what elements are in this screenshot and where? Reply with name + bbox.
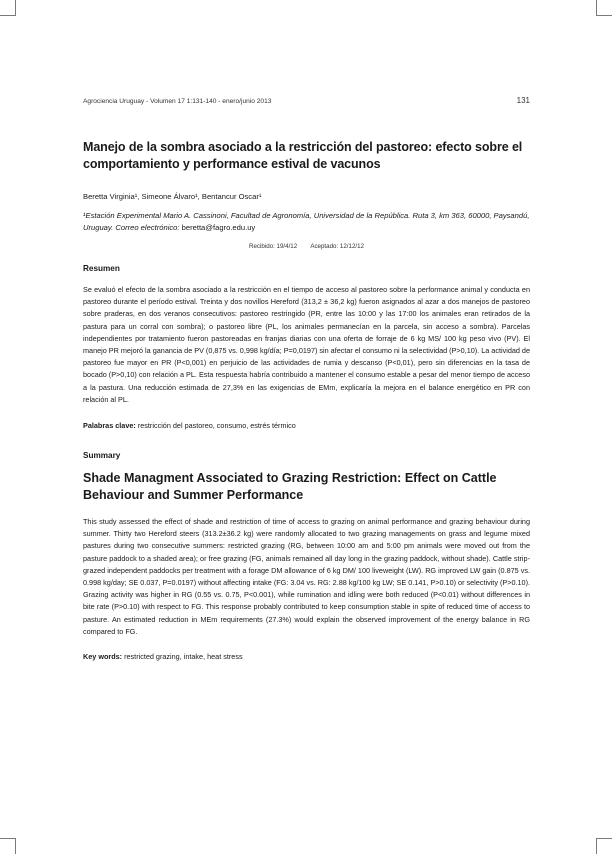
keywords-english-label: Key words:	[83, 652, 123, 662]
summary-abstract: This study assessed the effect of shade and restriction of time of access to grazing on animal performance and grazing behaviour during summer. Thirty two Hereford steers (313.2±36.2 kg) were randomly allocated to two grazing managements on grass and legume mixed pastures during two consecutive summers: restricted grazing (RG, between 10:00 am and 5:00 pm animals were moved out from the pasture paddock to a shaded area); or free grazing (FG, animals remained all day long in the grazing paddock, without shade). Cattle strip-grazed independent paddocks per treatment with a forage DM allowance of 6 kg DM/ 100 liveweight (LW). RG improved LW gain (0.875 vs. 0.998 kg/day; SE 0.037, P=0.0197) without affecting intake (FG: 3.04 vs. RG: 2.88 kg/100 kg LW; SE 0.141, P>0.10) or selectivity (P>0.10). Grazing activity was higher in RG (0.55 vs. 0.75, P<0.001), while rumination and idling were both reduced (P<0.01) without differences in bite rate (P>0.10) with respect to FG. This response probably contributed to keep consumption stable in spite of reduced time of access to pasture. An estimated reduction in MEm requirements (27.3%) would explain the observed improvement of the energy balance in RG compared to FG.	[83, 517, 530, 636]
resumen-heading: Resumen	[83, 264, 120, 273]
crop-mark-top-left-vertical	[15, 0, 16, 16]
summary-heading: Summary	[83, 451, 121, 461]
keywords-spanish-text: restricción del pastoreo, consumo, estrés térmico	[135, 421, 296, 431]
article-title-english: Shade Managment Associated to Grazing Restriction: Effect on Cattle Behaviour and Summer Performance	[83, 471, 497, 503]
crop-mark-top-right	[596, 15, 612, 16]
resumen-abstract: Se evaluó el efecto de la sombra asociado a la restricción en el tiempo de acceso al pastoreo sobre la performance animal y conducta en pastoreo durante el período estival. Treinta y dos novillos Hereford (313,2 ± 36,2 kg) fueron asignados al azar a dos manejos de pastoreo sobre praderas, en dos veranos consecutivos: pastoreo restringido (PR, entre las 10:00 y las 17:00 los animales eran retirados de la pastura para un corral con sombra); o pastoreo libre (PL, los animales permanecían en la parcela, sin acceso a sombra). Parcelas independientes por tratamiento fueron pastoreadas en franjas diarias con una oferta de forraje de 6 kg MS/ 100 kg peso vivo (PV). El manejo PR mejoró la ganancia de PV (0,875 vs. 0,998 kg/día; P=0,0197) sin afectar el consumo ni la selectividad (P>0,10). La actividad de pastoreo fue mayor en PR (P<0,001) en perjuicio de las actividades de rumia y descanso (P<0,01), pero sin diferencias en la tasa de bocado (P>0,10) con relación a PL. Esta respuesta habría contribuido a mantener el consumo estable a pesar del menor tiempo de acceso a la pastura. Una reducción estimada de 27,3% en las exigencias de EMm, explicaría la mejora en el balance energético en PR con relación al PL.	[83, 285, 530, 404]
accepted-date: Aceptado: 12/12/12	[310, 243, 364, 250]
crop-mark-bottom-right-vertical	[596, 838, 597, 854]
crop-mark-top-left	[0, 15, 16, 16]
keywords-spanish	[83, 421, 530, 430]
journal-citation: Agrociencia Uruguay - Volumen 17 1:131-140 - enero/junio 2013	[83, 98, 272, 105]
crop-mark-bottom-left-vertical	[15, 838, 16, 854]
author-list: Beretta Virginia¹, Simeone Álvaro¹, Bentancur Oscar¹	[83, 192, 262, 201]
article-page	[83, 96, 530, 661]
keywords-spanish-label: Palabras clave:	[83, 421, 136, 431]
received-date: Recibido: 19/4/12	[249, 243, 298, 250]
affiliation-text: ¹Estación Experimental Mario A. Cassinoni, Facultad de Agronomía, Universidad de la República. Ruta 3, km 363, 60000, Paysandú, Uruguay. Correo electrónico:	[83, 211, 530, 232]
running-header	[83, 96, 530, 105]
page-number: 131	[516, 96, 530, 105]
crop-mark-bottom-right	[596, 838, 612, 839]
affiliation	[83, 210, 530, 234]
submission-dates	[83, 243, 530, 250]
keywords-english-text: restricted grazing, intake, heat stress	[122, 652, 243, 662]
keywords-english	[83, 652, 530, 661]
crop-mark-top-right-vertical	[596, 0, 597, 16]
crop-mark-bottom-left	[0, 838, 16, 839]
article-title-spanish: Manejo de la sombra asociado a la restricción del pastoreo: efecto sobre el comportamiento y performance estival de vacunos	[83, 140, 523, 171]
author-email-link[interactable]: beretta@fagro.edu.uy	[181, 223, 256, 232]
